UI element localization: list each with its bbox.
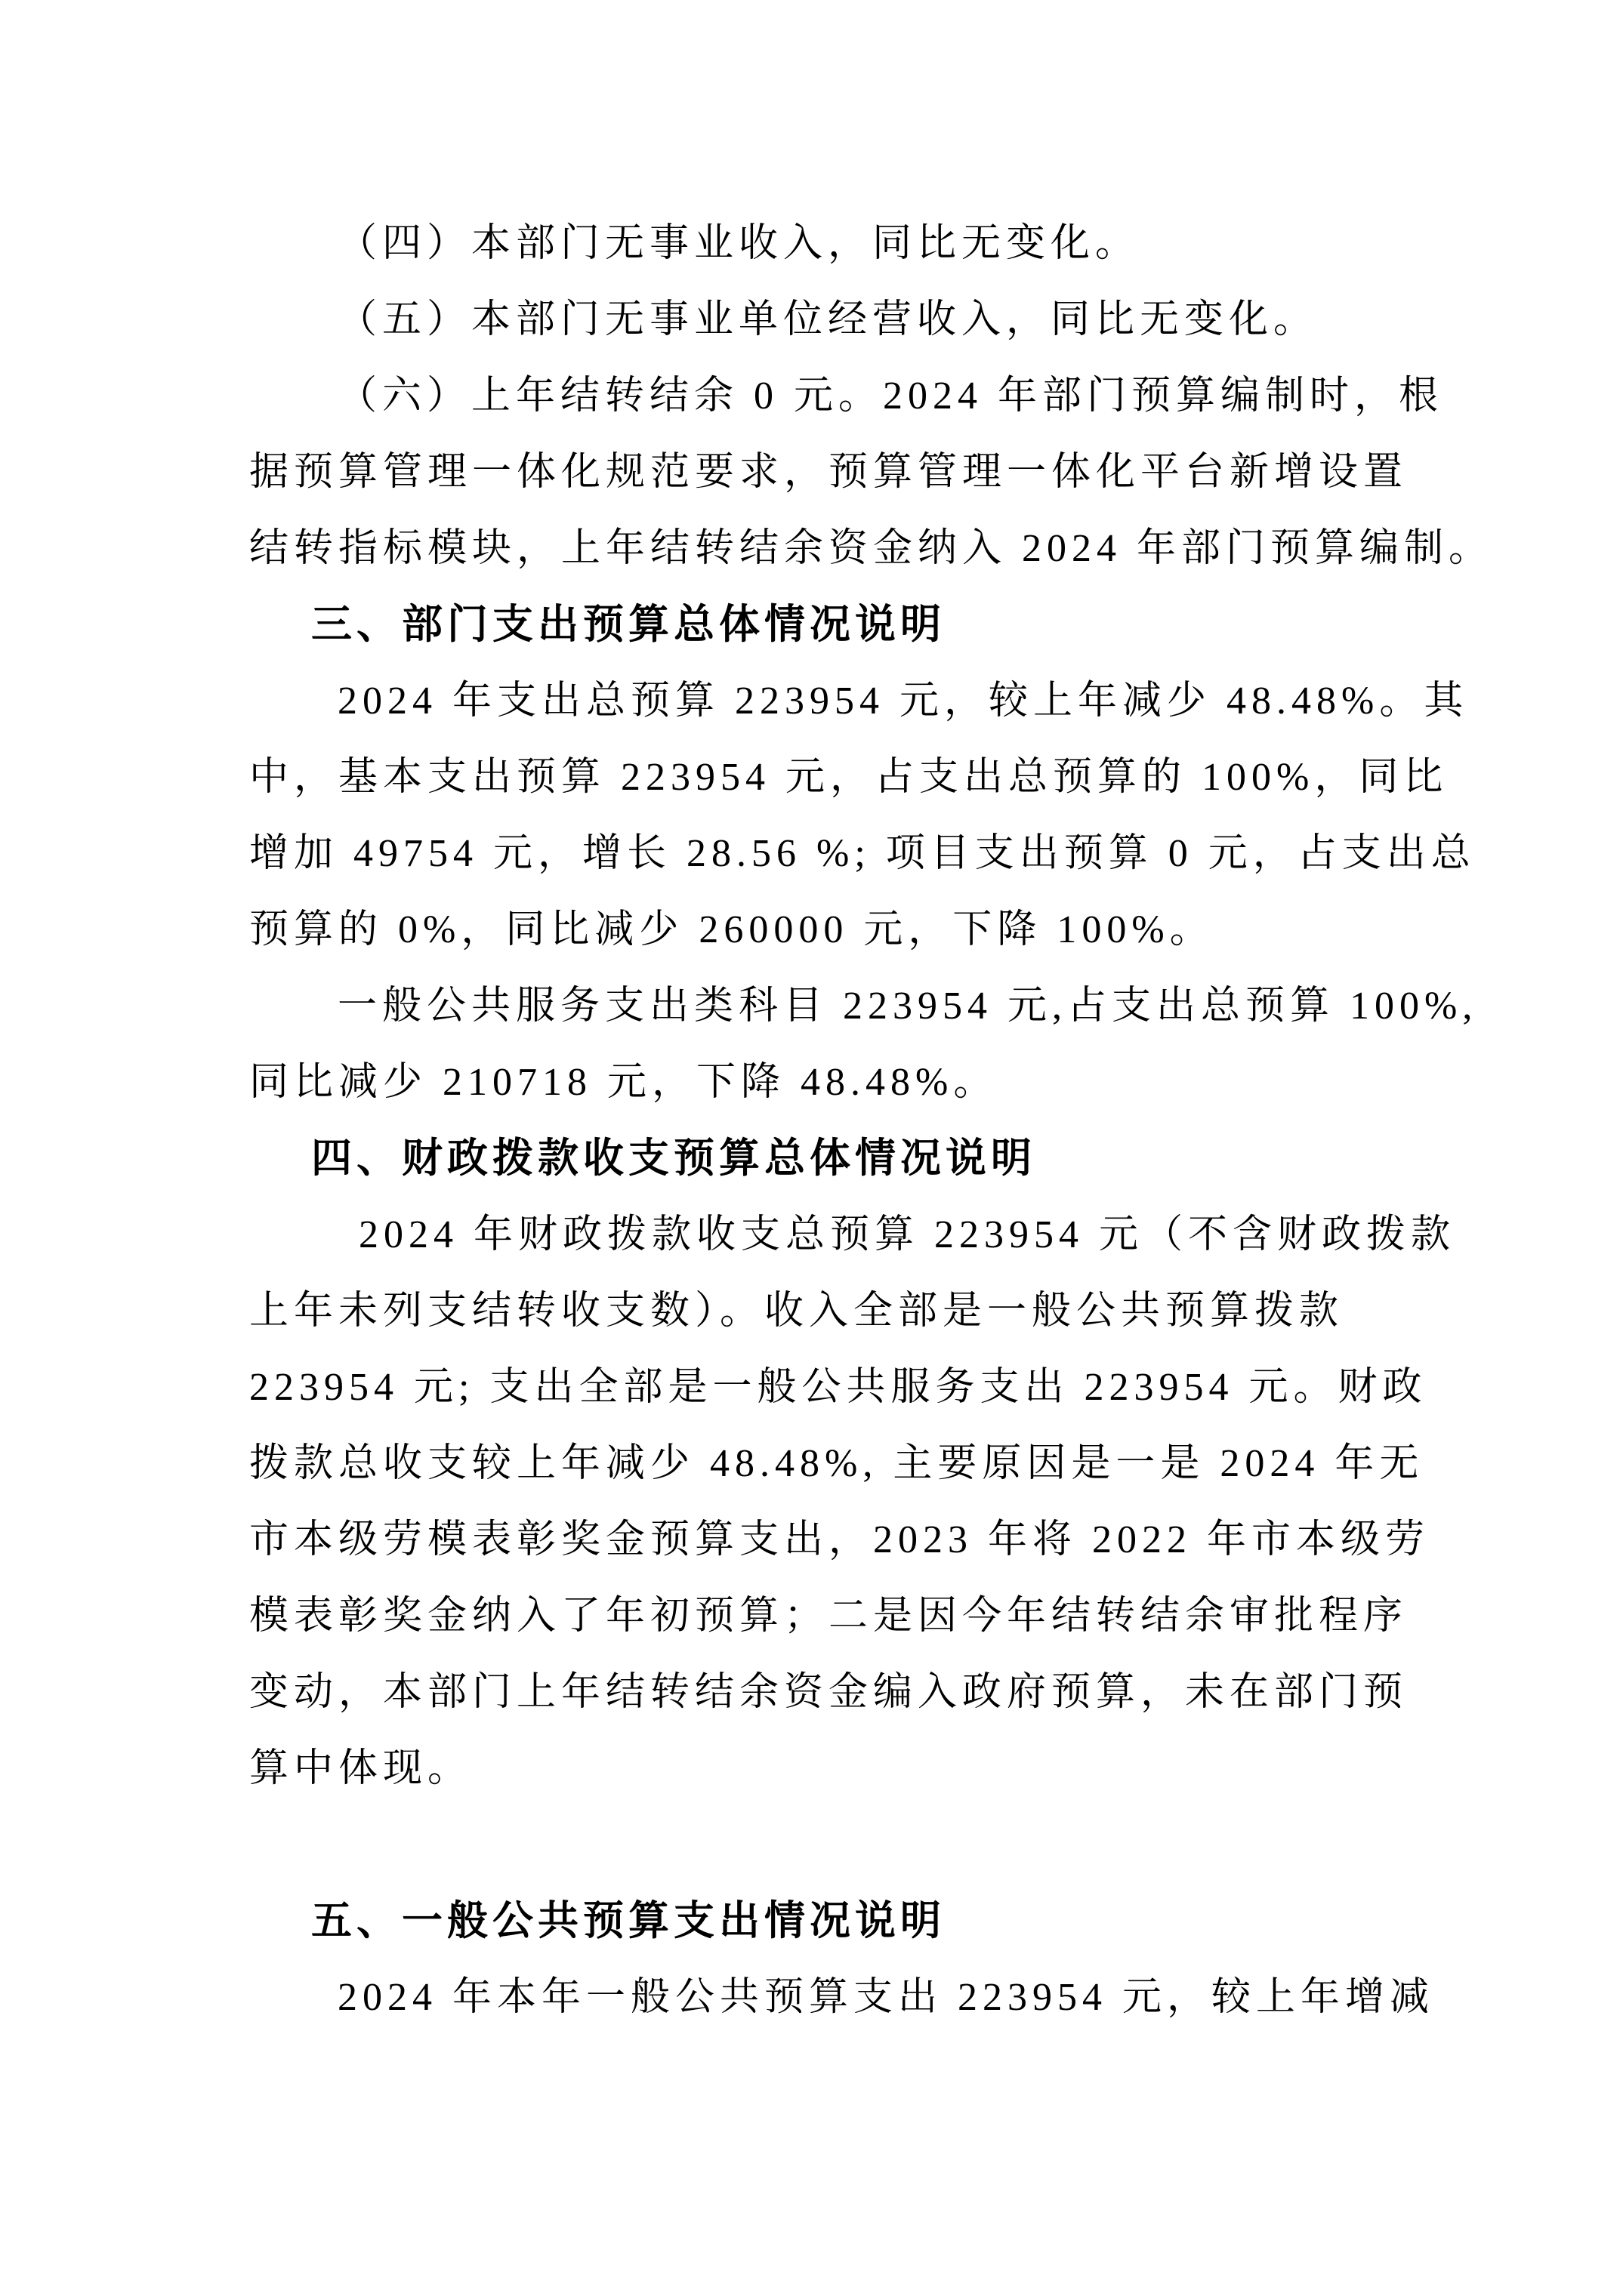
- paragraph-line: 算中体现。: [249, 1747, 473, 1790]
- blank-line: [249, 1807, 1487, 1883]
- paragraph-line: 223954 元; 支出全部是一般公共服务支出 223954 元。财政: [249, 1366, 1427, 1409]
- paragraph-line: 2024 年本年一般公共预算支出 223954 元，较上年增减: [338, 1976, 1435, 2019]
- paragraph-line: 结转指标模块，上年结转结余资金纳入 2024 年部门预算编制。: [249, 527, 1494, 570]
- paragraph-line: 预算的 0%，同比减少 260000 元，下降 100%。: [249, 908, 1214, 951]
- paragraph-line: 据预算管理一体化规范要求，预算管理一体化平台新增设置: [249, 451, 1409, 494]
- paragraph-line: 变动，本部门上年结转结余资金编入政府预算，未在部门预: [249, 1671, 1409, 1714]
- section-heading-4: 四、财政拨款收支预算总体情况说明: [311, 1136, 1036, 1181]
- section-heading-5: 五、一般公共预算支出情况说明: [311, 1898, 946, 1943]
- section-heading-3: 三、部门支出预算总体情况说明: [311, 602, 946, 647]
- paragraph-line: 模表彰奖金纳入了年初预算；二是因今年结转结余审批程序: [249, 1595, 1409, 1638]
- paragraph-line: 一般公共服务支出类科目 223954 元,占支出总预算 100%,: [338, 985, 1478, 1028]
- paragraph-line: 2024 年财政拨款收支总预算 223954 元（不含财政拨款: [359, 1213, 1456, 1256]
- paragraph-line: 市本级劳模表彰奖金预算支出，2023 年将 2022 年市本级劳: [249, 1518, 1430, 1561]
- paragraph-line: （四）本部门无事业收入，同比无变化。: [338, 222, 1140, 265]
- paragraph-line: 同比减少 210718 元，下降 48.48%。: [249, 1061, 998, 1104]
- paragraph-line: 2024 年支出总预算 223954 元，较上年减少 48.48%。其: [338, 680, 1469, 723]
- paragraph-line: （六）上年结转结余 0 元。2024 年部门预算编制时，根: [338, 374, 1444, 418]
- paragraph-line: 中，基本支出预算 223954 元，占支出总预算的 100%，同比: [249, 756, 1449, 799]
- paragraph-line: 上年未列支结转收支数）。收入全部是一般公共预算拨款: [249, 1290, 1344, 1333]
- paragraph-line: 增加 49754 元，增长 28.56 %; 项目支出预算 0 元，占支出总: [249, 832, 1476, 875]
- paragraph-line: （五）本部门无事业单位经营收入，同比无变化。: [338, 298, 1319, 341]
- paragraph-line: 拨款总收支较上年减少 48.48%, 主要原因是一是 2024 年无: [249, 1442, 1424, 1485]
